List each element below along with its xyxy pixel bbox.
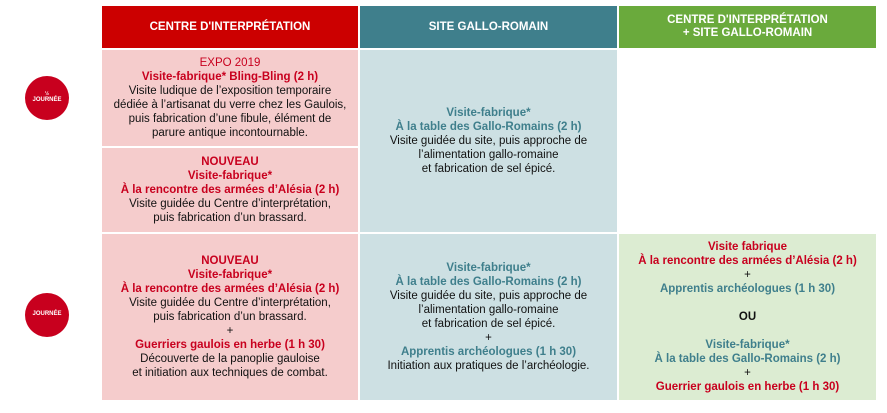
armees-desc-1: Visite guidée du Centre d’interprétation, <box>129 198 331 210</box>
full-c1-desc-3: Découverte de la panoplie gauloise <box>140 353 320 365</box>
expo-desc-4: parure antique incontournable. <box>151 127 308 139</box>
full-c2-title-3: Apprentis archéologues (1 h 30) <box>400 346 577 358</box>
full-c1-title-2: À la rencontre des armées d’Alésia (2 h) <box>120 283 340 295</box>
header-col3-line2: + SITE GALLO-ROMAIN <box>682 27 813 39</box>
full-c1-desc-4: et initiation aux techniques de combat. <box>132 367 328 379</box>
armees-tag: NOUVEAU <box>201 156 259 168</box>
full-day-combined-cell <box>619 234 876 400</box>
full-c3-plus-1: + <box>744 269 751 281</box>
full-c1-desc-1: Visite guidée du Centre d’interprétation, <box>129 297 331 309</box>
table-title-1: Visite-fabrique* <box>446 107 531 119</box>
full-day-label: JOURNÉE <box>32 311 62 318</box>
full-c2-desc-1: Visite guidée du site, puis approche de <box>389 290 588 302</box>
full-c1-plus: + <box>226 325 234 337</box>
expo-title: Visite-fabrique* Bling-Bling (2 h) <box>141 71 319 83</box>
expo-tag: EXPO 2019 <box>199 57 261 69</box>
half-day-empty-cell <box>619 50 876 232</box>
header-site-gallo-romain <box>360 6 617 48</box>
half-day-badge <box>25 76 69 120</box>
full-c3-plus-2: + <box>744 367 751 379</box>
full-c2-title-2: À la table des Gallo-Romains (2 h) <box>395 276 582 288</box>
armees-title-1: Visite-fabrique* <box>187 170 273 182</box>
header-combined <box>619 6 876 48</box>
full-c2-desc-3: et fabrication de sel épicé. <box>421 318 556 330</box>
table-desc-1: Visite guidée du site, puis approche de <box>389 135 588 147</box>
half-day-armees-cell <box>102 148 358 232</box>
full-c3-or: OU <box>738 311 757 323</box>
table-title-2: À la table des Gallo-Romains (2 h) <box>395 121 582 133</box>
full-c2-title-1: Visite-fabrique* <box>446 262 531 274</box>
full-c3-title-3: Apprentis archéologues (1 h 30) <box>659 283 836 295</box>
header-col1-text: CENTRE D'INTERPRÉTATION <box>149 20 311 33</box>
half-day-label: JOURNÉE <box>32 97 62 104</box>
expo-desc-3: puis fabrication d’une fibule, élément de <box>128 113 332 125</box>
full-c2-plus: + <box>485 332 492 344</box>
header-centre-interpretation <box>102 6 358 48</box>
full-c3-title-2: À la rencontre des armées d’Alésia (2 h) <box>638 255 857 267</box>
expo-desc-1: Visite ludique de l’exposition temporaire <box>128 85 332 97</box>
half-day-expo-cell <box>102 50 358 146</box>
armees-title-2: À la rencontre des armées d’Alésia (2 h) <box>120 184 340 196</box>
full-c3-title-1: Visite fabrique <box>707 241 788 253</box>
header-col2-text: SITE GALLO-ROMAIN <box>428 20 549 33</box>
expo-desc-2: dédiée à l’artisanat du verre chez les Gaulois, <box>113 99 347 111</box>
full-day-site-cell <box>360 234 617 400</box>
full-c3-title-6: Guerrier gaulois en herbe (1 h 30) <box>655 381 840 393</box>
full-day-centre-cell <box>102 234 358 400</box>
header-col3-line1: CENTRE D'INTERPRÉTATION <box>667 14 828 26</box>
full-c3-title-5: À la table des Gallo-Romains (2 h) <box>654 353 841 365</box>
full-c1-title-1: Visite-fabrique* <box>187 269 273 281</box>
full-c1-title-3: Guerriers gaulois en herbe (1 h 30) <box>135 339 325 351</box>
full-day-badge <box>25 293 69 337</box>
full-c1-desc-2: puis fabrication d’un brassard. <box>153 311 307 323</box>
full-tag: NOUVEAU <box>201 255 259 267</box>
armees-desc-2: puis fabrication d’un brassard. <box>153 212 307 224</box>
full-c3-title-4: Visite-fabrique* <box>705 339 790 351</box>
table-desc-3: et fabrication de sel épicé. <box>421 163 556 175</box>
half-day-table-cell <box>360 50 617 232</box>
full-c2-desc-2: l’alimentation gallo-romaine <box>418 304 559 316</box>
full-c2-desc-4: Initiation aux pratiques de l’archéologie. <box>387 360 590 372</box>
table-desc-2: l’alimentation gallo-romaine <box>418 149 559 161</box>
half-day-fraction: ½ <box>44 90 50 97</box>
